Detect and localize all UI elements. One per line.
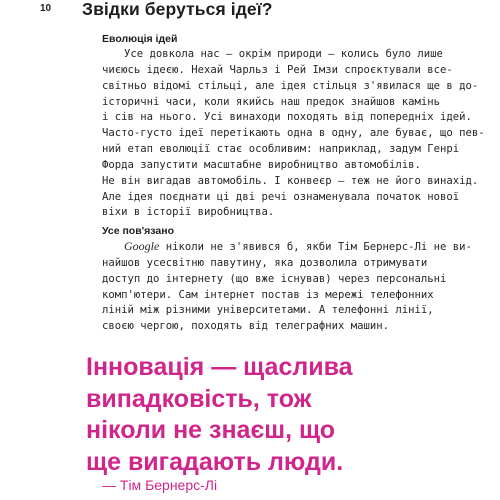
text-line: Часто-густо ідеї перетікають одна в одну, але буває, що пев- — [102, 127, 485, 140]
text-line: ліній між різними університетами. А телефонні лінії, — [102, 304, 434, 317]
quote-author: — Тім Бернерс-Лі — [102, 477, 218, 493]
text-line: ний етап еволюції стає особливим: наприклад, задум Генрі — [102, 143, 460, 156]
text-line: комп'ютери. Сам інтернет постав із мережі телефонних — [102, 288, 434, 301]
text-line: чиєюсь ідеєю. Нехай Чарльз і Рей Імзи спроєктували все- — [102, 63, 453, 76]
text-line: найшов усесвітню павутину, яка дозволила отримувати — [102, 256, 428, 269]
text-line: Не він вигадав автомобіль. І конвеєр – теж не його винахід. — [102, 174, 479, 187]
text-line: Форда запустити масштабне виробництво автомобілів. — [102, 158, 421, 171]
quote-line: ще вигадають люди. — [86, 447, 344, 476]
text-line: світньо відомі стільці, але ідея стільця з'явилася ще в до- — [102, 79, 479, 92]
text-line: Усе довкола нас – окрім природи – колись було лише — [124, 48, 443, 60]
pull-quote — [86, 352, 353, 478]
section-heading-evolution: Еволюція ідей — [102, 33, 178, 45]
text-line: Але ідея поєднати ці дві речі ознаменувала початок нової — [102, 190, 460, 203]
paragraph-evolution — [102, 47, 485, 221]
text-line: доступ до інтернету (що вже існував) через персональні — [102, 272, 447, 285]
text-line: історичні часи, коли якийсь наш предок знайшов камінь — [102, 95, 441, 108]
paragraph-connected — [102, 239, 472, 335]
quote-line: ніколи не знаєш, що — [86, 416, 336, 444]
quote-line: Інновація — щаслива — [86, 353, 353, 381]
text-line: віхи в історії виробництва. — [102, 206, 275, 219]
google-brand-text: Google — [124, 239, 160, 253]
page-number: 10 — [40, 3, 52, 14]
text-fragment: ніколи не з'явився б, якби Тім Бернерс-Лі не ви- — [159, 241, 472, 253]
section-heading-connected: Усе пов'язано — [102, 225, 174, 237]
quote-line: випадковість, тож — [86, 384, 312, 413]
text-line: своєю чергою, походять від телеграфних машин. — [102, 320, 390, 333]
chapter-title: Звідки беруться ідеї? — [82, 0, 273, 19]
text-line: і сів на нього. Усі винаходи походять від попередніх ідей. — [102, 111, 472, 124]
text-line — [102, 239, 472, 256]
